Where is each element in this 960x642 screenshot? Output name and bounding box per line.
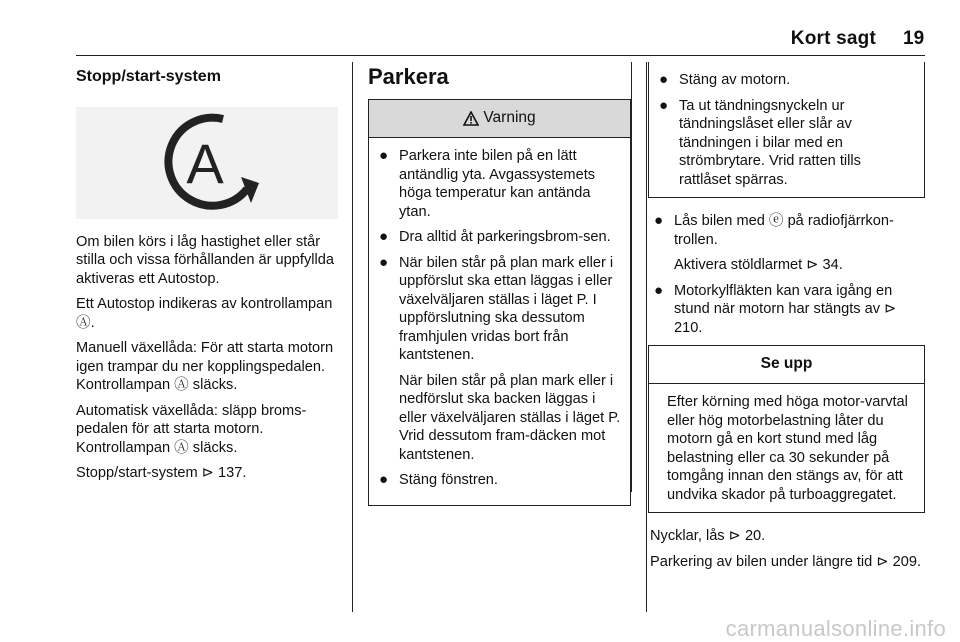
list-item: ● När bilen står på plan mark eller i uppförslut ska ettan läggas i eller växelväljaren ställas i läget P. I uppförslutning ska dessutom framhjulen vridas bort från kantstenen. När bilen står på plan mark eller i nedförslut ska backen läggas i eller växelväljaren ställas i läget P. Vrid dessutom fram-däcken mot kantstenen. xyxy=(377,254,624,465)
section-title: Parkera xyxy=(368,64,449,89)
autostop-letter: A xyxy=(186,131,224,195)
column-parkera-continued xyxy=(648,62,925,578)
section-title: Stopp/start-system xyxy=(76,68,221,85)
chapter-title: Kort sagt xyxy=(790,28,876,49)
bullet-icon: ● xyxy=(379,228,389,245)
column-divider-2 xyxy=(631,62,632,492)
warning-list xyxy=(377,147,624,490)
page-header xyxy=(0,0,960,56)
caution-box xyxy=(648,345,925,513)
paragraph: Automatisk växellåda: släpp broms-pedalen för att starta motorn. Kontrollampan Ⓐ släcks. xyxy=(76,402,307,456)
column-divider-3 xyxy=(646,62,647,612)
bullet-icon: ● xyxy=(659,96,669,114)
paragraph: Ett Autostop indikeras av kontrollampan Ⓐ. xyxy=(76,296,333,331)
bullet-icon: ● xyxy=(379,253,389,271)
page-number: 19 xyxy=(903,28,925,49)
cross-reference: Stopp/start-system ⊳ 137. xyxy=(76,465,247,481)
cross-reference: Parkering av bilen under längre tid ⊳ 209. xyxy=(650,553,922,570)
list-item: ● Dra alltid åt parkeringsbrom-sen. xyxy=(379,228,611,245)
bullet-icon: ● xyxy=(379,471,389,488)
warning-list xyxy=(657,71,916,189)
paragraph: Manuell växellåda: För att starta motorn igen trampar du ner kopplingspedalen. Kontrollampan Ⓐ släcks. xyxy=(76,340,334,393)
caution-body: Efter körning med höga motor-varvtal eller hög motorbelastning låter du motorn gå en kort stund med låg belastning eller ca 30 sekunder på tomgång innan den stängs av, för att undvika skador på turboaggregatet. xyxy=(667,394,908,503)
list-item: ● Lås bilen med ⓔ på radiofjärrkon-trollen. Aktivera stöldlarmet ⊳ 34. xyxy=(652,212,925,275)
warning-header xyxy=(369,100,630,138)
bullet-icon: ● xyxy=(654,281,664,299)
section-body xyxy=(76,233,342,483)
warning-body xyxy=(369,138,630,505)
column-stopp-start xyxy=(76,62,342,490)
header-divider xyxy=(76,55,925,56)
list-item: ● Parkera inte bilen på en lätt antändlig yta. Avgassystemets höga temperatur kan antända ytan. xyxy=(379,147,596,220)
list-item: ● Stäng fönstren. xyxy=(379,471,498,488)
list-item: ● Ta ut tändningsnyckeln ur tändningslåset eller slår av tändningen i bilar med en strömbrytare. Vrid ratten tills rattlåset spärras. xyxy=(659,96,861,188)
caution-title: Se upp xyxy=(649,346,924,384)
warning-box xyxy=(368,99,631,506)
bullet-icon: ● xyxy=(379,147,389,164)
cross-references xyxy=(648,527,925,571)
warning-triangle-icon xyxy=(463,111,479,126)
list-item-continuation: När bilen står på plan mark eller i nedförslut ska backen läggas i eller växelväljaren ställas i läget P. Vrid dessutom fram-däcken mot kantstenen. xyxy=(399,372,621,463)
cross-reference: Nycklar, lås ⊳ 20. xyxy=(650,528,766,544)
watermark: carmanualsonline.info xyxy=(725,615,946,641)
bullet-icon: ● xyxy=(659,71,669,88)
list-item: ● Stäng av motorn. xyxy=(659,71,791,88)
autostop-icon xyxy=(147,111,267,215)
bullet-icon: ● xyxy=(654,212,664,229)
warning-title: Varning xyxy=(483,109,536,127)
list-item-continuation: Aktivera stöldlarmet ⊳ 34. xyxy=(674,257,843,273)
parking-list xyxy=(648,212,925,337)
autostop-illustration xyxy=(76,107,338,219)
warning-box-continued xyxy=(648,62,925,198)
paragraph: Om bilen körs i låg hastighet eller står stilla och vissa förhållanden är uppfyllda aktiveras ett Autostop. xyxy=(76,233,334,287)
column-parkera xyxy=(368,62,631,506)
column-divider-1 xyxy=(352,62,353,612)
list-item: ● Motorkylfläkten kan vara igång en stund när motorn har stängts av ⊳ 210. xyxy=(654,281,897,336)
